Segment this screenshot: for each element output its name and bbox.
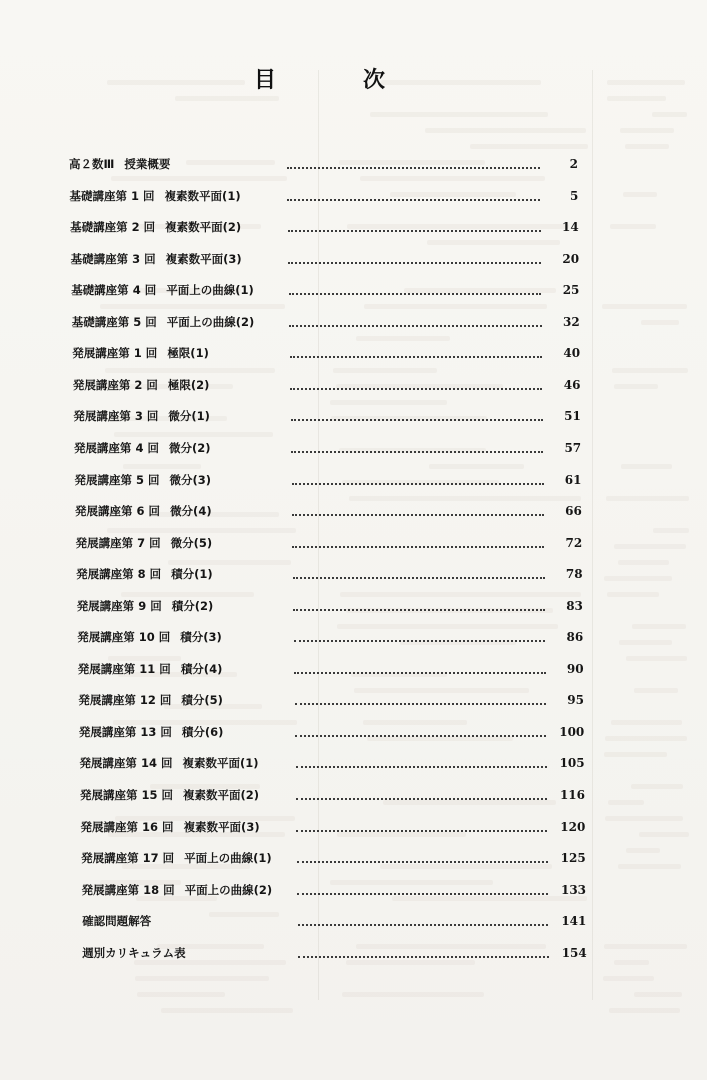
toc-entry [81,848,272,868]
toc-entry-topic: 極限(2) [167,377,210,392]
toc-entry [76,533,213,553]
toc-entry-label [77,598,214,614]
toc-dot-leader [292,544,544,548]
toc-dot-leader [292,512,544,516]
toc-page-number: 25 [562,283,580,298]
toc-entry-topic: 積分(2) [171,598,214,613]
show-through-mark [330,400,447,405]
toc-page-number: 20 [562,251,580,266]
show-through-mark [641,320,679,325]
show-through-rule [592,70,593,1000]
toc-entry-series: 発展講座第 11 回 [77,661,171,676]
show-through-mark [333,368,437,373]
toc-entry-series: 発展講座第 18 回 [81,882,175,897]
show-through-mark [608,800,644,805]
toc-dot-leader [290,386,542,390]
toc-entry-series: 基礎講座第 2 回 [70,220,156,235]
toc-entry-label [73,377,210,393]
toc-entry-series: 発展講座第 16 回 [80,819,174,834]
show-through-mark [209,912,279,917]
toc-dot-leader [287,165,540,169]
show-through-mark [604,576,672,581]
toc-entry-series: 基礎講座第 4 回 [71,283,157,298]
toc-entry-series: 発展講座第 6 回 [75,504,161,519]
toc-page-number: 125 [560,851,586,866]
toc-dot-leader [295,733,546,737]
toc-dot-leader [296,764,547,768]
toc-entry [78,690,223,710]
show-through-mark [111,176,287,181]
show-through-mark [363,720,467,725]
toc-entry-label [75,503,212,519]
toc-entry-series: 基礎講座第 1 回 [69,188,155,203]
show-through-mark [621,464,673,469]
toc-entry [70,186,241,206]
toc-entry-label [78,692,223,708]
toc-entry [79,722,224,742]
show-through-mark [427,240,560,245]
toc-entry-series: 発展講座第 3 回 [73,409,159,424]
toc-entry-label [73,408,210,424]
toc-dot-leader [293,607,545,611]
toc-entry-topic: 微分(3) [169,472,212,487]
toc-entry-topic: 積分(5) [181,693,223,708]
show-through-mark [639,832,689,837]
toc-page-number: 46 [563,377,581,392]
toc-page-number: 32 [563,314,580,329]
show-through-mark [626,848,660,853]
toc-entry-topic: 積分(6) [181,724,224,739]
toc-dot-leader [290,354,542,358]
toc-entry-topic: 複素数平面(2) [183,788,260,802]
toc-page-number: 78 [565,567,583,582]
toc-page-number: 57 [564,440,582,455]
show-through-mark [354,688,529,693]
toc-entry [74,438,211,458]
toc-entry-label [81,819,260,835]
toc-entry-label [82,945,185,961]
toc-entry-topic: 積分(1) [171,567,213,582]
show-through-mark [625,144,669,149]
toc-page-number: 51 [564,409,581,424]
show-through-mark [619,640,672,645]
toc-entry [75,470,212,490]
toc-page-number: 90 [566,661,584,676]
toc-entry-label [82,913,151,929]
toc-entry-series: 発展講座第 2 回 [72,377,158,392]
toc-entry [72,343,209,363]
show-through-mark [634,688,678,693]
toc-dot-leader [293,575,545,579]
show-through-mark [602,304,687,309]
toc-page-number: 83 [566,598,583,613]
toc-entry-topic: 複素数平面(1) [182,756,259,771]
toc-dot-leader [289,291,542,295]
show-through-mark [364,304,546,309]
toc-entry [71,280,254,300]
toc-page-number: 86 [566,630,584,645]
show-through-mark [123,464,201,469]
toc-entry-label [72,345,209,361]
toc-dot-leader [294,670,545,674]
show-through-mark [614,384,658,389]
show-through-mark [620,128,674,133]
toc-entry-topic: 授業概要 [124,157,171,171]
toc-page-number: 66 [565,504,582,519]
toc-page-number: 116 [559,788,585,802]
toc-entry-topic: 平面上の曲線(2) [166,314,255,329]
toc-entry [70,217,241,237]
toc-entry-series: 発展講座第 1 回 [72,346,158,361]
show-through-mark [605,816,683,821]
toc-entry-topic: 微分(5) [170,535,213,550]
show-through-mark [337,832,466,837]
toc-dot-leader [295,701,546,705]
show-through-mark [100,304,285,309]
show-through-mark [337,624,558,629]
toc-page-number: 95 [567,693,584,708]
toc-page-number: 154 [561,945,587,960]
toc-entry-topic: 微分(2) [168,440,211,455]
toc-entry-topic: 極限(1) [167,346,209,361]
toc-entry [71,249,242,269]
toc-entry-series: 基礎講座第 5 回 [71,314,157,329]
show-through-mark [425,128,585,133]
show-through-mark [603,976,654,981]
show-through-mark [360,176,545,181]
show-through-mark [356,336,451,341]
toc-entry [73,406,210,426]
show-through-mark [634,992,682,997]
toc-entry-topic: 平面上の曲線(1) [184,851,272,866]
toc-entry-label [77,629,222,645]
toc-entry-topic: 平面上の曲線(2) [184,882,273,897]
page-title-char: 目 [254,68,277,93]
toc-entry-label [72,314,255,330]
toc-dot-leader [296,828,547,832]
show-through-mark [610,224,656,229]
toc-page-number: 100 [559,724,585,739]
toc-entry-label [69,156,170,172]
toc-entry-label [76,566,213,582]
show-through-mark [609,1008,680,1013]
toc-dot-leader [292,481,544,485]
show-through-mark [631,784,684,789]
show-through-mark [652,112,686,117]
show-through-mark [429,464,525,469]
toc-dot-leader [289,323,542,327]
show-through-mark [105,368,275,373]
toc-entry [82,880,273,900]
toc-entry [72,312,255,332]
toc-entry-label [76,535,213,551]
toc-entry [78,659,223,679]
toc-entry-topic: 微分(4) [170,504,212,519]
page-title-char: 次 [363,68,386,93]
toc-entry-series: 確認問題解答 [82,914,152,929]
toc-entry-topic: 複素数平面(3) [183,819,260,834]
show-through-mark [607,592,660,597]
toc-entry-label [71,251,242,267]
toc-entry-series: 発展講座第 7 回 [75,535,161,550]
toc-entry-label [79,724,224,740]
show-through-mark [137,992,225,997]
page-title [0,64,707,98]
toc-entry-label [70,219,241,235]
toc-entry-topic: 積分(3) [180,630,222,645]
toc-entry [77,596,214,616]
toc-entry-series: 基礎講座第 3 回 [70,251,156,266]
toc-entry-label [79,755,258,771]
toc-dot-leader [288,228,541,232]
toc-dot-leader [291,417,543,421]
show-through-mark [614,544,686,549]
show-through-mark [330,880,493,885]
show-through-mark [604,752,667,757]
show-through-mark [470,144,588,149]
show-through-mark [346,960,475,965]
toc-entry-series: 発展講座第 17 回 [81,851,175,866]
show-through-mark [614,960,649,965]
toc-entry [69,154,170,174]
show-through-mark [380,864,552,869]
show-through-mark [606,496,690,501]
toc-entry [75,501,212,521]
toc-dot-leader [296,796,547,800]
toc-entry-label [78,661,223,677]
toc-dot-leader [298,922,549,926]
toc-entry-label [81,850,272,866]
toc-dot-leader [298,954,549,958]
toc-entry [81,817,260,837]
toc-page-number: 72 [565,535,583,550]
toc-entry-series: 高２数Ⅲ [69,157,115,171]
toc-entry-label [82,882,273,898]
toc-entry-series: 発展講座第 4 回 [73,440,159,455]
toc-page-number: 61 [564,472,582,487]
toc-page-number: 2 [569,157,578,171]
show-through-mark [356,944,545,949]
show-through-mark [653,528,689,533]
show-through-mark [623,192,657,197]
toc-page-number: 141 [561,914,587,929]
toc-entry-topic: 複素数平面(3) [165,251,242,266]
toc-entry [80,785,259,805]
toc-entry-label [75,472,212,488]
toc-entry-series: 発展講座第 10 回 [77,630,171,645]
toc-entry [77,627,222,647]
toc-entry-topic: 積分(4) [180,661,223,676]
toc-page-number: 120 [560,819,586,834]
toc-dot-leader [291,449,543,453]
toc-entry-series: 発展講座第 13 回 [78,724,172,739]
toc-dot-leader [297,891,548,895]
toc-entry-topic: 複素数平面(2) [165,220,242,235]
show-through-mark [626,656,687,661]
show-through-mark [370,112,548,117]
show-through-mark [632,624,686,629]
toc-entry-topic: 微分(1) [168,409,210,424]
toc-entry-topic: 複素数平面(1) [164,188,241,203]
toc-dot-leader [288,260,541,264]
toc-entry-label [74,440,211,456]
toc-entry-series: 発展講座第 8 回 [76,567,162,582]
show-through-mark [612,368,688,373]
toc-entry [73,375,210,395]
toc-entry-series: 発展講座第 12 回 [78,693,172,708]
toc-entry-series: 発展講座第 15 回 [80,788,174,802]
toc-dot-leader [287,197,540,201]
toc-page-number: 14 [561,220,579,235]
toc-entry-label [70,188,241,204]
show-through-mark [604,944,687,949]
show-through-mark [186,160,274,165]
toc-entry [82,943,185,963]
show-through-mark [135,976,269,981]
show-through-mark [161,1008,293,1013]
toc-entry [79,753,258,773]
show-through-mark [618,560,669,565]
show-through-mark [342,992,484,997]
toc-entry-series: 週別カリキュラム表 [82,945,186,960]
show-through-mark [605,736,686,741]
toc-page-number: 105 [559,756,585,771]
toc-dot-leader [294,638,546,642]
toc-entry-topic: 平面上の曲線(1) [166,283,254,298]
toc-page-number: 40 [563,346,581,361]
toc-entry [82,911,151,931]
toc-entry-series: 発展講座第 9 回 [76,598,162,613]
toc-entry [76,564,213,584]
toc-dot-leader [297,859,548,863]
show-through-mark [383,800,556,805]
show-through-mark [618,864,681,869]
toc-page-number: 5 [569,188,579,203]
toc-entry-label [80,787,259,803]
toc-entry-series: 発展講座第 14 回 [79,756,173,771]
show-through-mark [611,720,682,725]
toc-page-number: 133 [560,882,587,897]
toc-entry-series: 発展講座第 5 回 [74,472,160,487]
toc-entry-label [71,282,254,298]
show-through-mark [114,432,273,437]
